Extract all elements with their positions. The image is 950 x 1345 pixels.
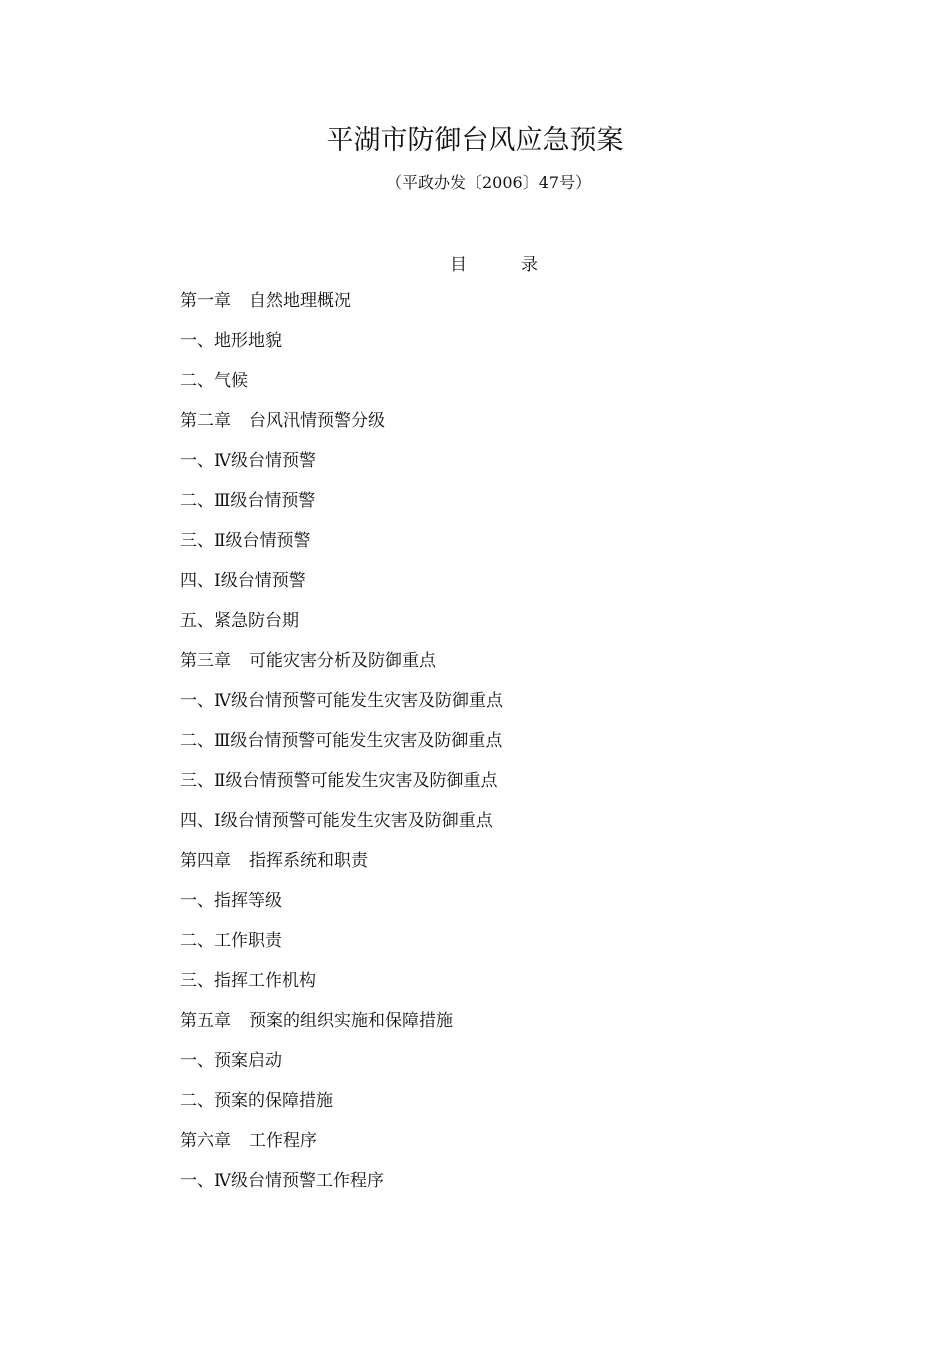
toc-chapter: [180, 848, 503, 888]
toc-chapter-title: 台风汛情预警分级: [249, 411, 385, 431]
toc-heading-right: 录: [521, 255, 538, 275]
toc-item: 一、Ⅳ级台情预警: [180, 451, 316, 471]
toc-item: 一、预案启动: [180, 1051, 282, 1071]
document-title: 平湖市防御台风应急预案: [326, 125, 624, 156]
document-number: （平政办发〔2006〕47号）: [386, 173, 592, 192]
toc-item: 一、Ⅳ级台情预警工作程序: [180, 1171, 384, 1191]
toc-item: 四、Ⅰ级台情预警: [180, 571, 306, 591]
toc-chapter: [180, 1008, 503, 1048]
table-of-contents: [180, 288, 503, 1208]
toc-item: 三、指挥工作机构: [180, 971, 316, 991]
toc-chapter: [180, 288, 503, 328]
toc-chapter-number: 第二章: [180, 411, 231, 431]
toc-chapter-title: 可能灾害分析及防御重点: [249, 651, 436, 671]
toc-item: 三、Ⅱ级台情预警可能发生灾害及防御重点: [180, 771, 498, 791]
toc-item: 二、Ⅲ级台情预警: [180, 491, 316, 511]
toc-chapter-title: 指挥系统和职责: [249, 851, 368, 871]
toc-chapter-title: 工作程序: [249, 1131, 317, 1151]
toc-item: 二、预案的保障措施: [180, 1091, 333, 1111]
toc-item: 一、地形地貌: [180, 331, 282, 351]
toc-heading: [450, 250, 538, 275]
toc-item: 三、Ⅱ级台情预警: [180, 531, 311, 551]
toc-item: 四、Ⅰ级台情预警可能发生灾害及防御重点: [180, 811, 493, 831]
toc-item: 一、指挥等级: [180, 891, 282, 911]
toc-chapter: [180, 1128, 503, 1168]
toc-item: 二、气候: [180, 371, 248, 391]
toc-item: 五、紧急防台期: [180, 611, 299, 631]
toc-item: 二、Ⅲ级台情预警可能发生灾害及防御重点: [180, 731, 503, 751]
toc-item: 一、Ⅳ级台情预警可能发生灾害及防御重点: [180, 691, 503, 711]
toc-chapter-number: 第四章: [180, 851, 231, 871]
toc-chapter-number: 第一章: [180, 291, 231, 311]
toc-heading-left: 目: [450, 255, 467, 275]
toc-chapter-title: 预案的组织实施和保障措施: [249, 1011, 453, 1031]
toc-chapter-number: 第三章: [180, 651, 231, 671]
toc-chapter: [180, 648, 503, 688]
toc-chapter: [180, 408, 503, 448]
toc-chapter-title: 自然地理概况: [249, 291, 351, 311]
toc-chapter-number: 第六章: [180, 1131, 231, 1151]
toc-chapter-number: 第五章: [180, 1011, 231, 1031]
toc-item: 二、工作职责: [180, 931, 282, 951]
